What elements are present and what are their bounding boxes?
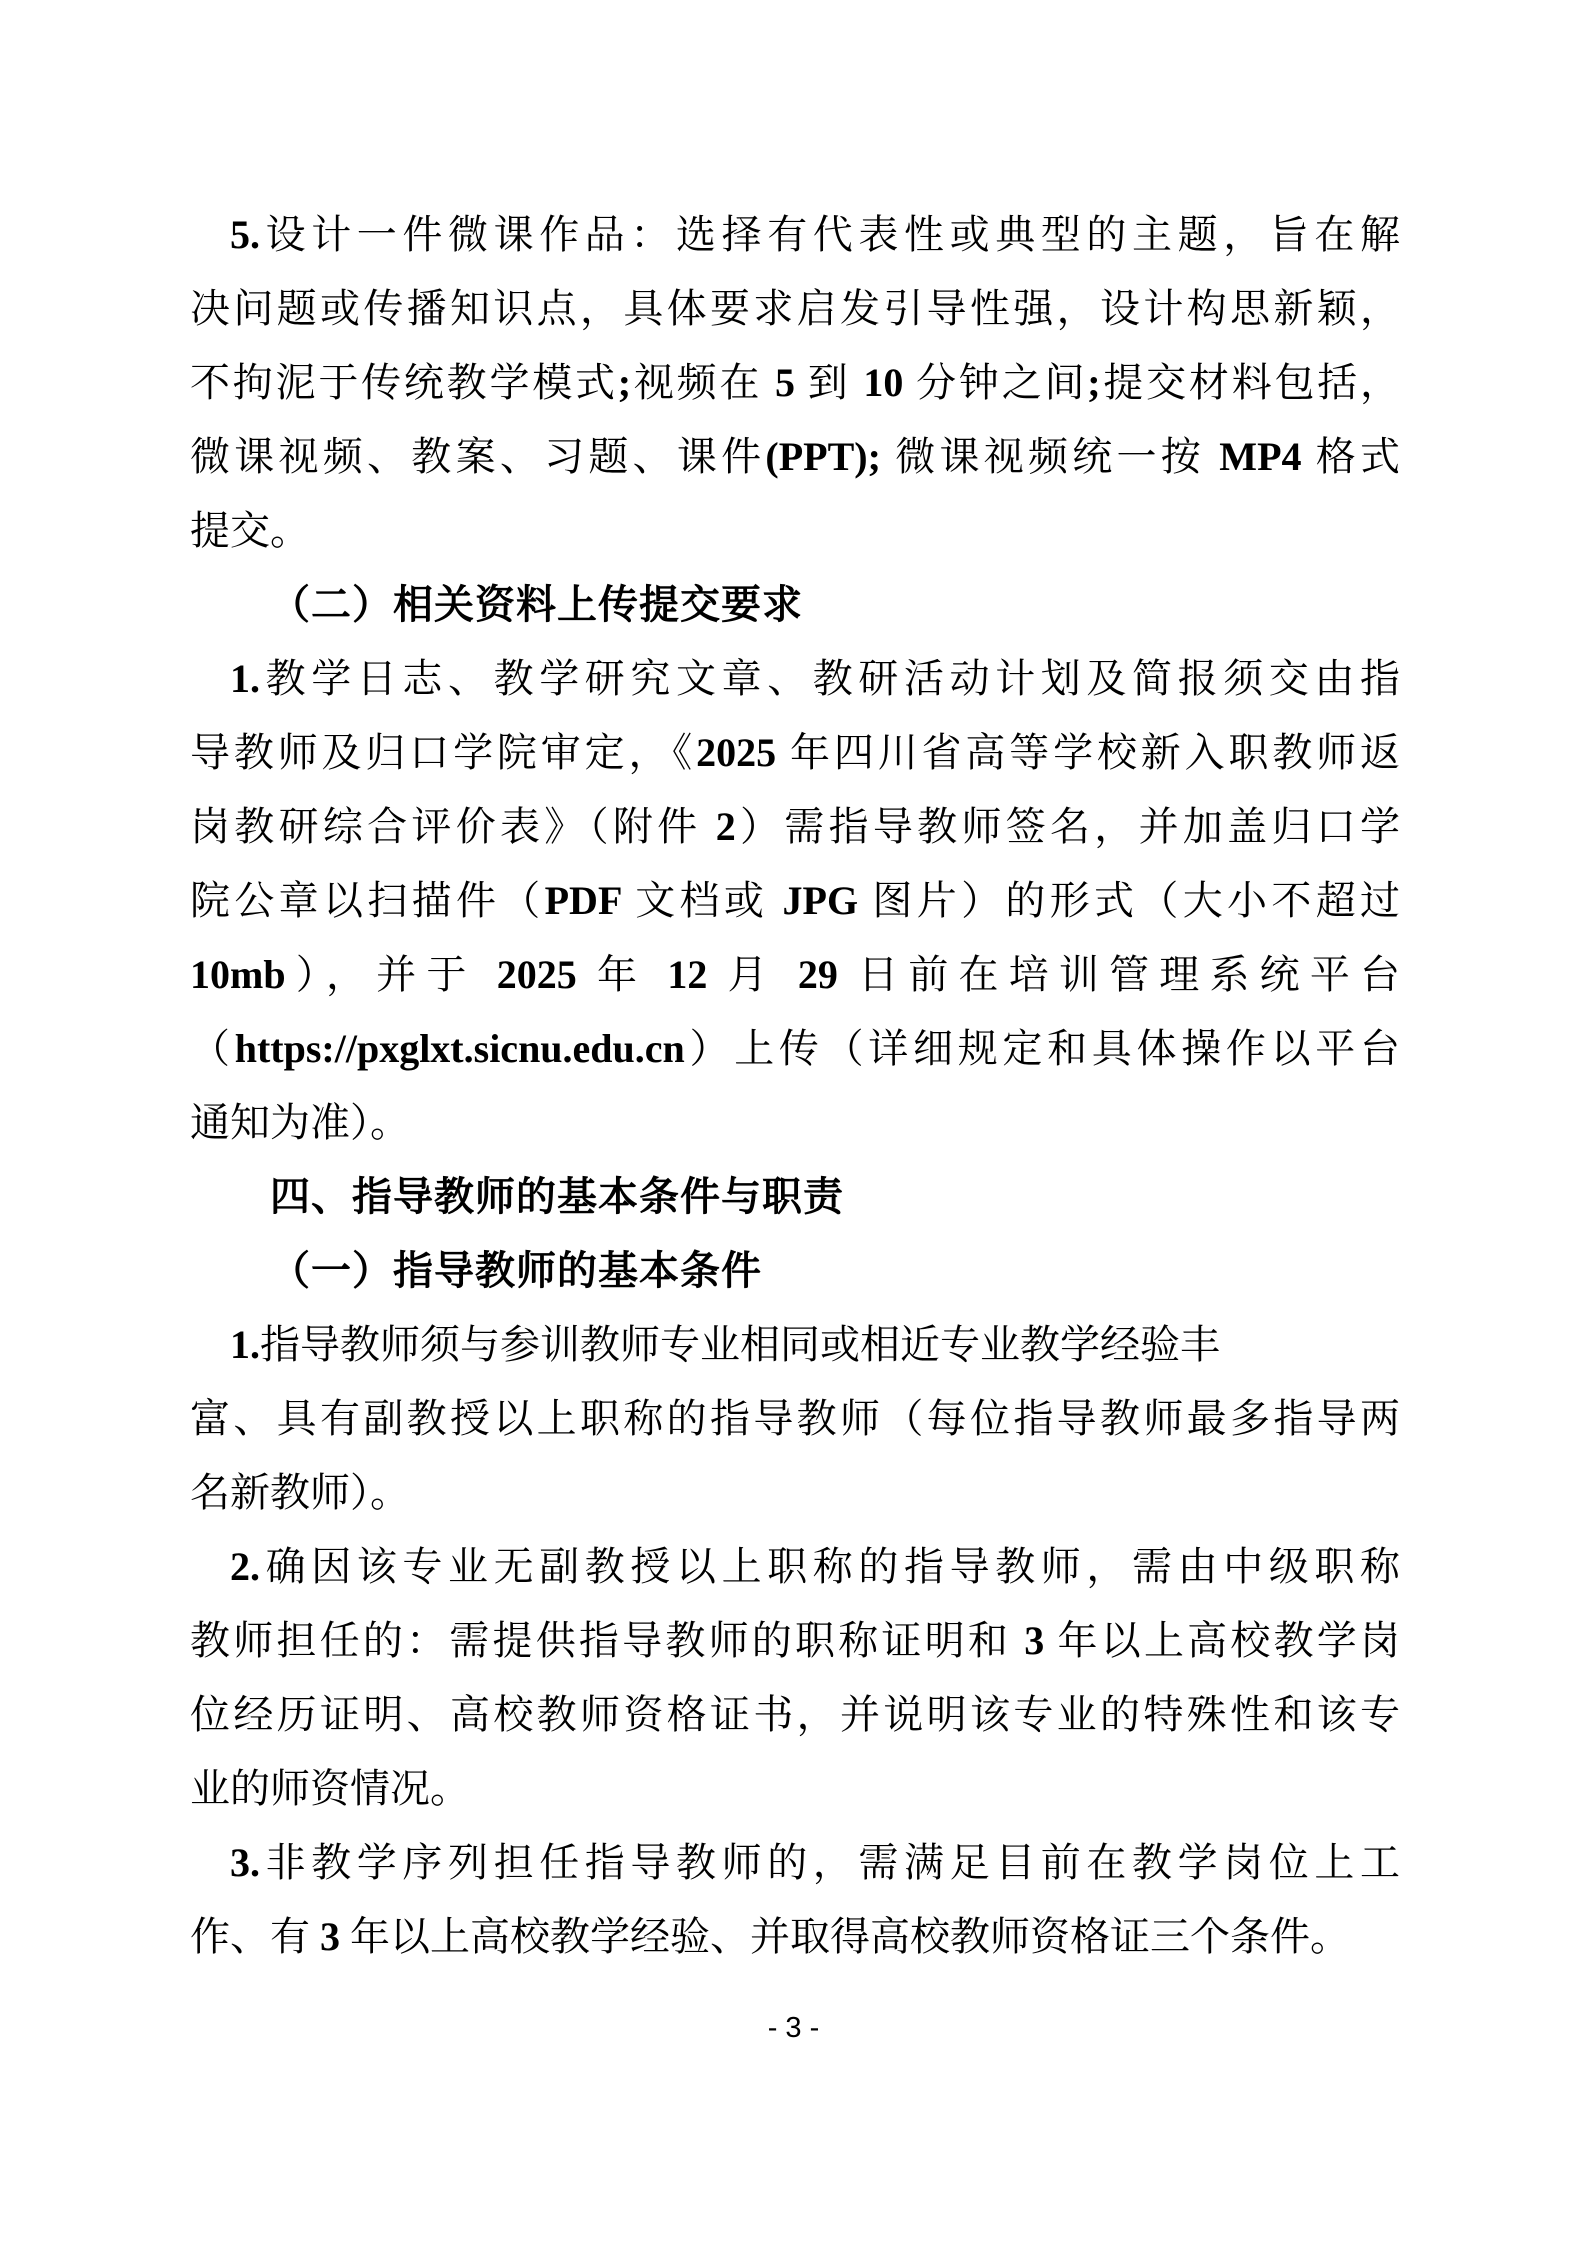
text-line: 院公章以扫描件（PDF 文档或 JPG 图片）的形式（大小不超过 bbox=[190, 878, 1400, 923]
text-line: 1.指导教师须与参训教师专业相同或相近专业教学经验丰 bbox=[230, 1322, 1220, 1367]
heading-line: 四、指导教师的基本条件与职责 bbox=[270, 1175, 844, 1219]
text-line: 3.非教学序列担任指导教师的，需满足目前在教学岗位上工 bbox=[230, 1840, 1400, 1885]
text-line: 5.设计一件微课作品：选择有代表性或典型的主题，旨在解 bbox=[230, 212, 1400, 257]
text-line: 通知为准）。 bbox=[190, 1100, 410, 1145]
text-line: 10mb），并于 2025 年 12 月 29 日前在培训管理系统平台 bbox=[190, 952, 1400, 997]
text-line: 位经历证明、高校教师资格证书，并说明该专业的特殊性和该专 bbox=[190, 1692, 1400, 1737]
text-line: 提交。 bbox=[190, 508, 310, 553]
text-line: 富、具有副教授以上职称的指导教师（每位指导教师最多指导两 bbox=[190, 1396, 1400, 1441]
text-line: 导教师及归口学院审定，《2025 年四川省高等学校新入职教师返 bbox=[190, 730, 1400, 775]
heading-line: （一）指导教师的基本条件 bbox=[270, 1248, 762, 1293]
text-line: 名新教师）。 bbox=[190, 1470, 410, 1515]
text-line: 作、有 3 年以上高校教学经验、并取得高校教师资格证三个条件。 bbox=[190, 1914, 1350, 1959]
text-line: 教师担任的：需提供指导教师的职称证明和 3 年以上高校教学岗 bbox=[190, 1618, 1400, 1663]
document-body bbox=[190, 198, 1400, 1974]
text-line: 2.确因该专业无副教授以上职称的指导教师，需由中级职称 bbox=[230, 1544, 1400, 1589]
text-line: 不拘泥于传统教学模式;视频在 5 到 10 分钟之间;提交材料包括， bbox=[190, 360, 1400, 405]
page-number: - 3 - bbox=[767, 2012, 820, 2044]
text-line: （https://pxglxt.sicnu.edu.cn）上传（详细规定和具体操作以平台 bbox=[190, 1026, 1400, 1071]
text-line: 1.教学日志、教学研究文章、教研活动计划及简报须交由指 bbox=[230, 656, 1400, 701]
text-line: 决问题或传播知识点，具体要求启发引导性强，设计构思新颖， bbox=[190, 286, 1400, 331]
text-line: 业的师资情况。 bbox=[190, 1766, 470, 1811]
text-line: 岗教研综合评价表》（附件 2）需指导教师签名，并加盖归口学 bbox=[190, 804, 1400, 849]
text-line: 微课视频、教案、习题、课件(PPT); 微课视频统一按 MP4 格式 bbox=[190, 434, 1400, 479]
heading-line: （二）相关资料上传提交要求 bbox=[270, 582, 803, 627]
